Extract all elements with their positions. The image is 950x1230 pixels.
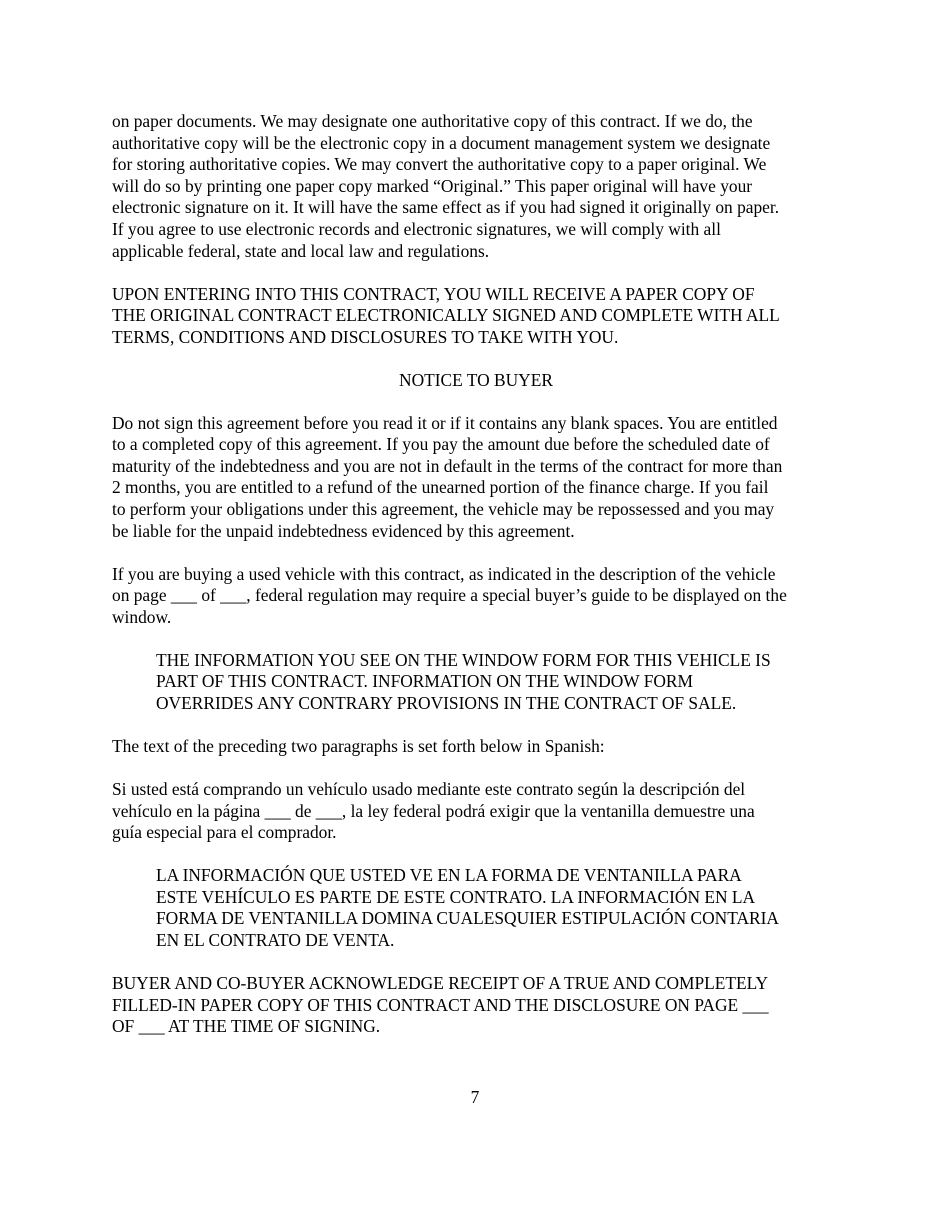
text-line: be liable for the unpaid indebtedness evidenced by this agreement. (112, 520, 575, 541)
text-line: on page ___ of ___, federal regulation may require a special buyer’s guide to be displayed on the (112, 585, 787, 606)
text-line: THE ORIGINAL CONTRACT ELECTRONICALLY SIGNED AND COMPLETE WITH ALL (112, 305, 780, 326)
text-line: BUYER AND CO-BUYER ACKNOWLEDGE RECEIPT OF A TRUE AND COMPLETELY (112, 972, 769, 993)
text-line: 2 months, you are entitled to a refund of the unearned portion of the finance charge. If you fail (112, 477, 769, 498)
text-line: FILLED-IN PAPER COPY OF THIS CONTRACT AND THE DISCLOSURE ON PAGE ___ (112, 994, 769, 1015)
notice-to-buyer-paragraph (112, 413, 840, 543)
text-line: to perform your obligations under this agreement, the vehicle may be repossessed and you may (112, 499, 775, 520)
text-line: PART OF THIS CONTRACT. INFORMATION ON THE WINDOW FORM (156, 671, 693, 692)
text-line: will do so by printing one paper copy marked “Original.” This paper original will have your (112, 175, 753, 196)
window-form-notice-paragraph (156, 650, 840, 715)
spanish-window-form-notice-paragraph (156, 865, 840, 951)
text-line: applicable federal, state and local law and regulations. (112, 240, 490, 261)
text-line: vehículo en la página ___ de ___, la ley federal podrá exigir que la ventanilla demuestre una (112, 800, 755, 821)
text-line: EN EL CONTRATO DE VENTA. (156, 929, 395, 950)
text-line: Do not sign this agreement before you read it or if it contains any blank spaces. You are entitled (112, 412, 778, 433)
page-number: 7 (470, 1087, 480, 1107)
document-page (112, 111, 840, 1059)
text-line: If you are buying a used vehicle with this contract, as indicated in the description of the vehicle (112, 563, 776, 584)
text-line: OF ___ AT THE TIME OF SIGNING. (112, 1016, 381, 1037)
text-line: guía especial para el comprador. (112, 822, 337, 843)
text-line: LA INFORMACIÓN QUE USTED VE EN LA FORMA DE VENTANILLA PARA (156, 865, 742, 886)
spanish-intro-paragraph (112, 736, 840, 758)
text-line: UPON ENTERING INTO THIS CONTRACT, YOU WILL RECEIVE A PAPER COPY OF (112, 283, 755, 304)
text-line: TERMS, CONDITIONS AND DISCLOSURES TO TAKE WITH YOU. (112, 326, 619, 347)
text-line: FORMA DE VENTANILLA DOMINA CUALESQUIER ESTIPULACIÓN CONTARIA (156, 908, 779, 929)
text-line: electronic signature on it. It will have the same effect as if you had signed it originally on paper. (112, 197, 780, 218)
text-line: maturity of the indebtedness and you are not in default in the terms of the contract for more than (112, 455, 783, 476)
electronic-records-paragraph (112, 111, 840, 262)
text-line: on paper documents. We may designate one authoritative copy of this contract. If we do, the (112, 111, 753, 131)
text-line: The text of the preceding two paragraphs is set forth below in Spanish: (112, 736, 605, 756)
text-line: window. (112, 606, 172, 627)
acknowledgment-paragraph (112, 973, 840, 1038)
notice-to-buyer-heading: NOTICE TO BUYER (399, 369, 553, 390)
spanish-used-vehicle-paragraph (112, 779, 840, 844)
text-line: authoritative copy will be the electronic copy in a document management system we designate (112, 132, 771, 153)
text-line: THE INFORMATION YOU SEE ON THE WINDOW FORM FOR THIS VEHICLE IS (156, 649, 771, 670)
text-line: If you agree to use electronic records and electronic signatures, we will comply with all (112, 218, 721, 239)
used-vehicle-paragraph (112, 564, 840, 629)
text-line: OVERRIDES ANY CONTRARY PROVISIONS IN THE CONTRACT OF SALE. (156, 693, 737, 714)
text-line: Si usted está comprando un vehículo usado mediante este contrato según la descripción del (112, 778, 746, 799)
text-line: ESTE VEHÍCULO ES PARTE DE ESTE CONTRATO. LA INFORMACIÓN EN LA (156, 886, 756, 907)
text-line: to a completed copy of this agreement. If you pay the amount due before the scheduled date of (112, 434, 770, 455)
text-line: for storing authoritative copies. We may convert the authoritative copy to a paper original. We (112, 154, 767, 175)
paper-copy-notice-paragraph (112, 284, 840, 349)
